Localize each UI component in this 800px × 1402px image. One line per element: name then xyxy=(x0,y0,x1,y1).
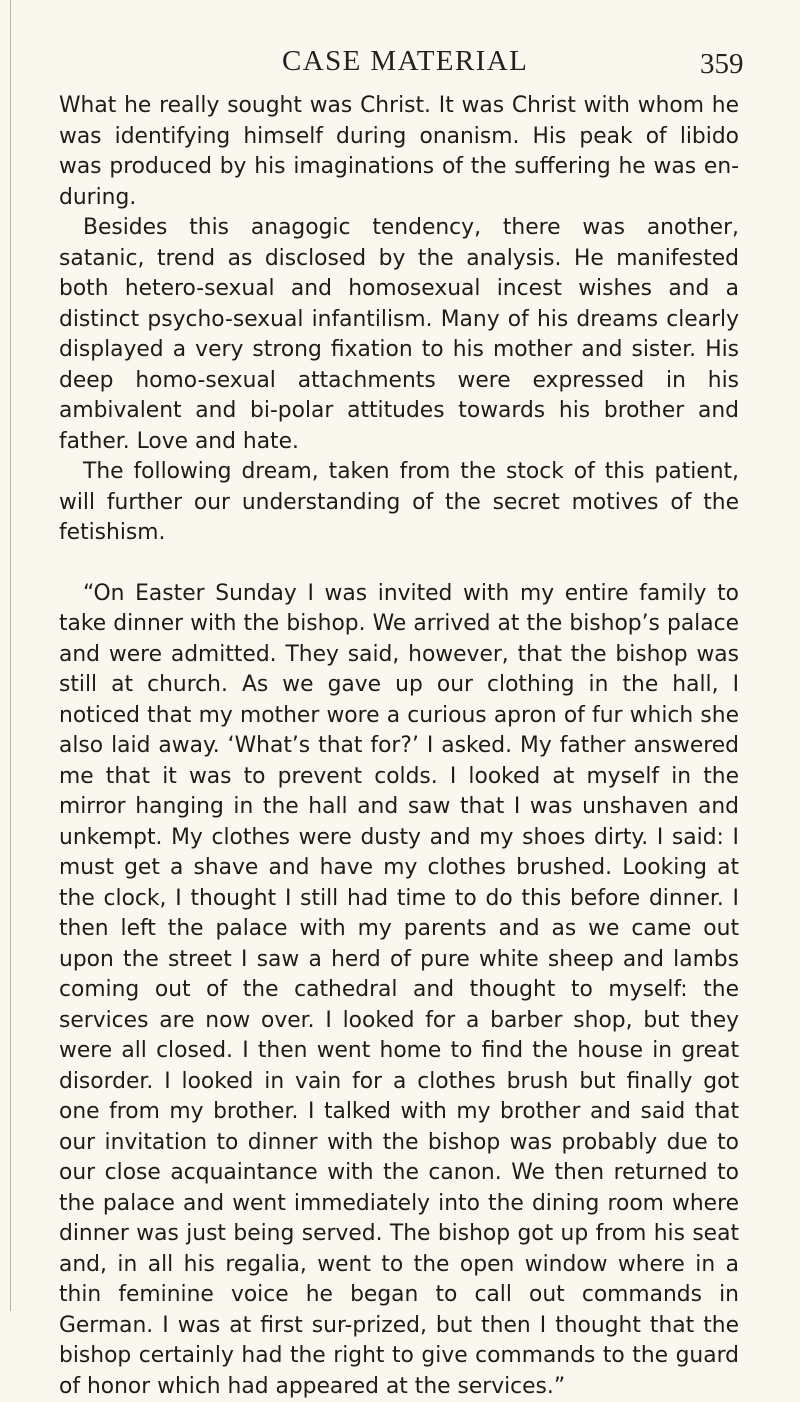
page-number: 359 xyxy=(700,48,744,81)
paragraph-dream-quote: “On Easter Sunday I was invited with my entire family to take dinner with the bishop. We arrived at the bishop’s palace and were admitted. They said, however, that the bishop was still at church. As we gave up our clothing in the hall, I noticed that my mother wore a curious apron of fur which she also laid away. ‘What’s that for?’ I asked. My father answered me that it was to prevent colds. I looked at myself in the mirror hanging in the hall and saw that I was unshaven and unkempt. My clothes were dusty and my shoes dirty. I said: I must get a shave and have my clothes brushed. Looking at the clock, I thought I still had time to do this before dinner. I then left the palace with my parents and as we came out upon the street I saw a herd of pure white sheep and lambs coming out of the cathedral and thought to myself: the services are now over. I looked for a barber shop, but they were all closed. I then went home to find the house in great disorder. I looked in vain for a clothes brush but finally got one from my brother. I talked with my brother and said that our invitation to dinner with the bishop was probably due to our close acquaintance with the canon. We then returned to the palace and went immediately into the dining room where dinner was just being served. The bishop got up from his seat and, in all his regalia, went to the open window where in a thin feminine voice he began to call out commands in German. I was at first sur-prized, but then I thought that the bishop certainly had the right to give commands to the guard of honor which had appeared at the services.” xyxy=(59,579,739,1402)
body-text xyxy=(59,91,739,1402)
paragraph-satanic-trend: Besides this anagogic tendency, there was another, satanic, trend as disclosed by the analysis. He manifested both hetero-sexual and homosexual incest wishes and a distinct psycho-sexual infantilism. Many of his dreams clearly displayed a very strong fixation to his mother and sister. His deep homo-sexual attachments were expressed in his ambivalent and bi-polar attitudes towards his brother and father. Love and hate. xyxy=(59,213,739,457)
paragraph-dream-intro: The following dream, taken from the stock of this patient, will further our understanding of the secret motives of the fetishism. xyxy=(59,457,739,549)
running-head: CASE MATERIAL xyxy=(282,45,528,78)
page-header xyxy=(0,40,800,90)
paragraph-christ-identification: What he really sought was Christ. It was Christ with whom he was identifying himself during onanism. His peak of libido was produced by his imaginations of the suffering he was en-during. xyxy=(59,91,739,213)
page-edge-line xyxy=(10,0,11,1311)
